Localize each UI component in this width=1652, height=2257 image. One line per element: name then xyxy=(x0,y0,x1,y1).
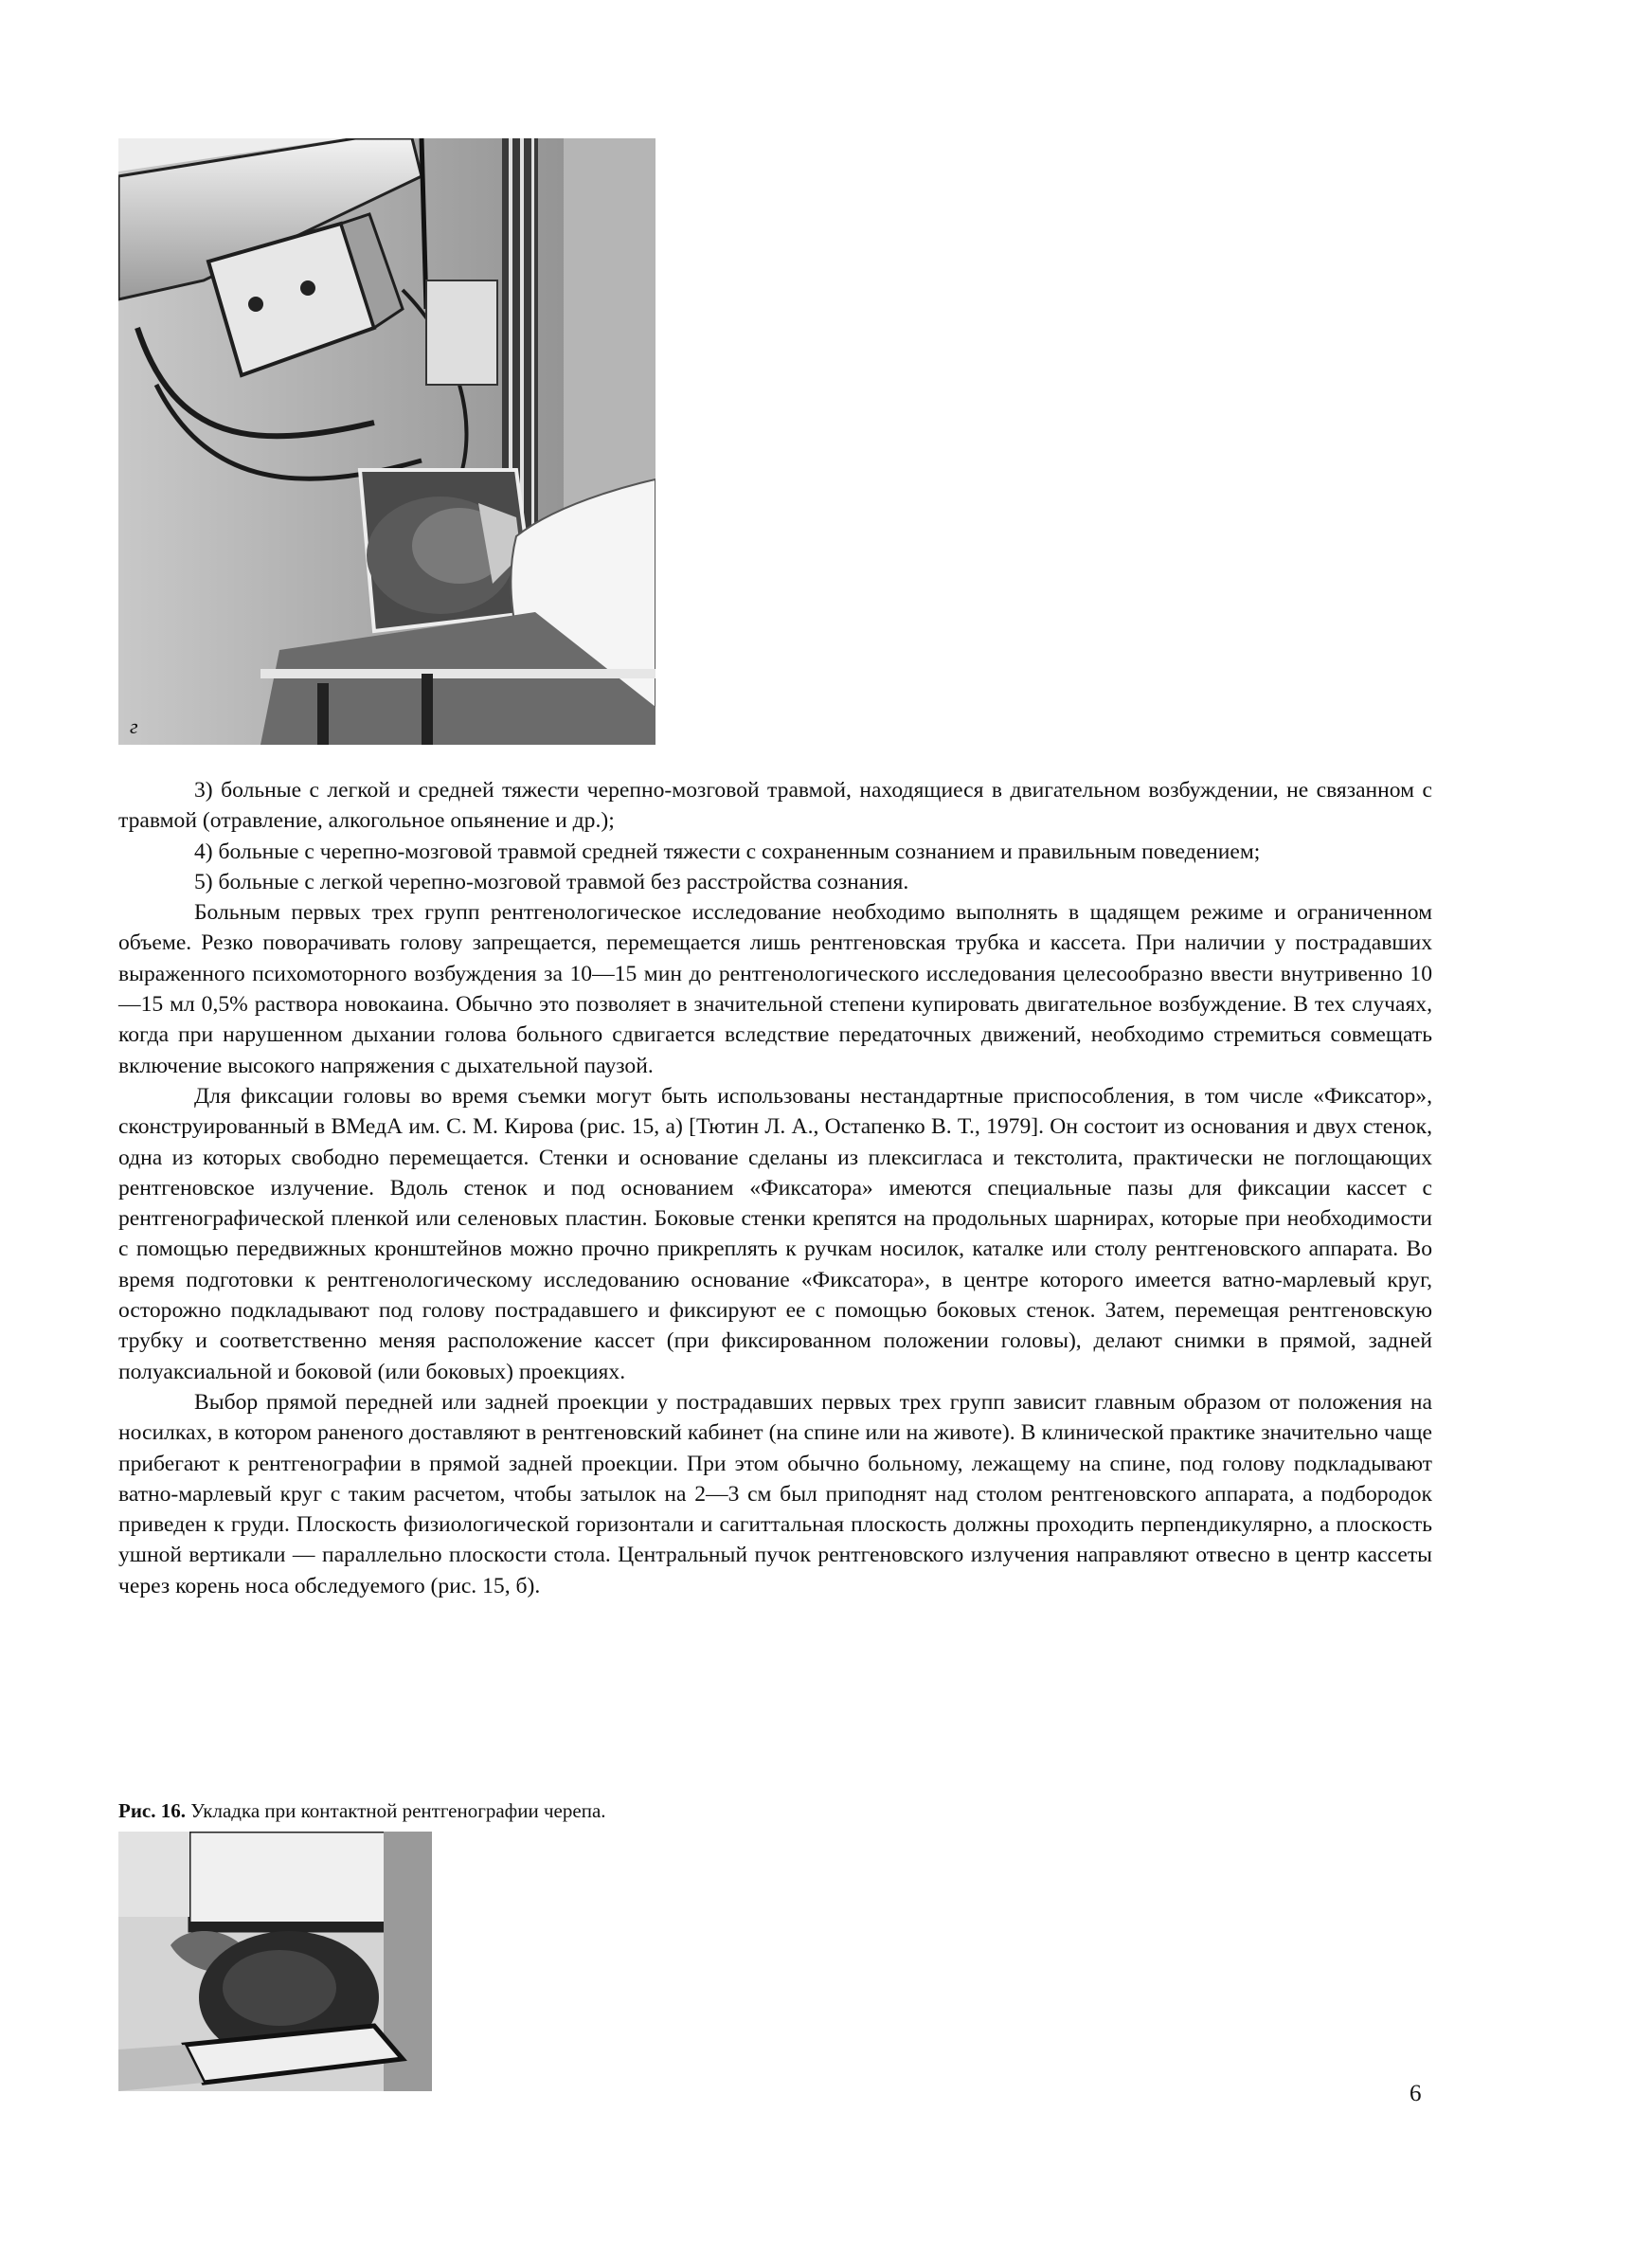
paragraph: 5) больные с легкой черепно-мозговой травмой без расстройства сознания. xyxy=(194,869,909,894)
panel-letter: г xyxy=(130,714,138,738)
contact-radiography-illustration xyxy=(118,1832,432,2091)
paragraph: Для фиксации головы во время съемки могут быть использованы нестандартные приспособления, в том числе «Фиксатор», сконструированный в ВМедА им. С. М. Кирова (рис. 15, а) [Тютин Л. А., Остапенко В. Т., 1979]. Он состоит из основания и двух стенок, одна из которых свободно перемещается. Стенки и основание сделаны из плексигласа и текстолита, практически не поглощающих рентгеновское излучение. Вдоль стенок и под основанием «Фиксатора» имеются специальные пазы для фиксации кассет с рентгенографической пленкой или селеновых пластин. Боковые стенки крепятся на продольных шарнирах, которые при необходимости с помощью передвижных кронштейнов можно прочно прикреплять к ручкам носилок, каталке или столу рентгеновского аппарата. Во время подготовки к рентгенологическому исследованию основание «Фиксатора», в центре которого имеется ватно-марлевый круг, осторожно подкладывают под голову пострадавшего и фиксируют ее с помощью боковых стенок. Затем, перемещая рентгеновскую трубку и соответственно меняя расположение кассет (при фиксированном положении головы), делают снимки в прямой, задней полуаксиальной и боковой (или боковых) проекциях. xyxy=(118,1083,1432,1384)
paragraph: 4) больные с черепно-мозговой травмой средней тяжести с сохраненным сознанием и правильным поведением; xyxy=(194,839,1261,864)
paragraph: Больным первых трех групп рентгенологическое исследование необходимо выполнять в щадящем режиме и ограниченном объеме. Резко поворачивать голову запрещается, перемещается лишь рентгеновская трубка и кассета. При наличии у пострадавших выраженного психомоторного возбуждения за 10—15 мин до рентгенологического исследования целесообразно ввести внутривенно 10—15 мл 0,5% раствора новокаина. Обычно это позволяет в значительной степени купировать двигательное возбуждение. В тех случаях, когда при нарушенном дыхании голова больного сдвигается вследствие передаточных движений, необходимо стремиться совмещать включение высокого напряжения с дыхательной паузой. xyxy=(118,900,1432,1078)
paragraph: Выбор прямой передней или задней проекции у пострадавших первых трех групп зависит главным образом от положения на носилках, в котором раненого доставляют в рентгеновский кабинет (на спине или на животе). В клинической практике значительно чаще прибегают к рентгенографии в прямой задней проекции. При этом обычно больному, лежащему на спине, под голову подкладывают ватно-марлевый круг с таким расчетом, чтобы затылок на 2—3 см был приподнят над столом рентгеновского аппарата, а подбородок приведен к груди. Плоскость физиологической горизонтали и сагиттальная плоскость должны проходить перпендикулярно, а плоскость ушной вертикали — параллельно плоскости стола. Центральный пучок рентгеновского излучения направляют отвесно в центр кассеты через корень носа обследуемого (рис. 15, б). xyxy=(118,1389,1432,1598)
xray-setup-illustration xyxy=(118,138,655,745)
xray-setup-photo xyxy=(118,138,655,745)
figure-caption-text: Укладка при контактной рентгенографии черепа. xyxy=(190,1799,606,1822)
figure-caption xyxy=(118,1797,971,1824)
body-text xyxy=(118,775,1432,1601)
contact-radiography-photo xyxy=(118,1832,432,2091)
paragraph: 3) больные с легкой и средней тяжести черепно-мозговой травмой, находящиеся в двигательном возбуждении, не связанном с травмой (отравление, алкогольное опьянение и др.); xyxy=(118,778,1432,834)
page-number: 6 xyxy=(1410,2081,1422,2106)
figure-number: Рис. 16. xyxy=(118,1799,186,1822)
